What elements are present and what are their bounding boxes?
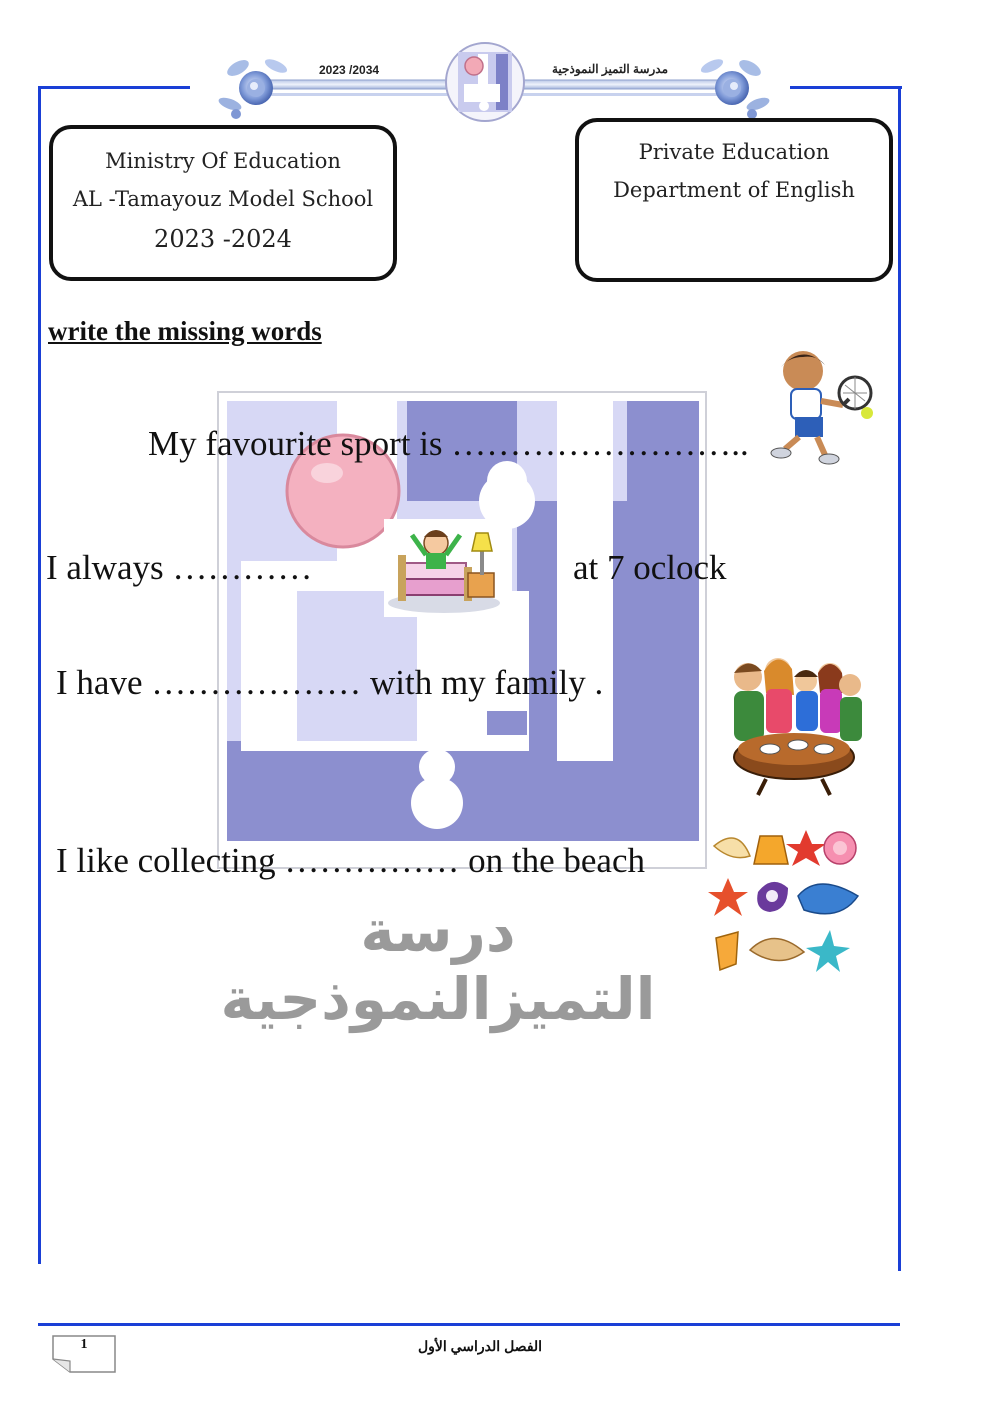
frame-top-right xyxy=(790,86,902,89)
watermark-school-name: درسة التميزالنموذجية xyxy=(220,897,656,1033)
school-name-label: AL -Tamayouz Model School xyxy=(72,187,374,211)
seashells-icon xyxy=(708,826,864,980)
frame-right xyxy=(898,86,901,1271)
private-education-label: Private Education xyxy=(638,140,830,164)
sentence-sport: My favourite sport is …………………….. xyxy=(148,424,749,463)
left-info-box xyxy=(49,125,397,281)
tamayouz-logo-icon xyxy=(444,40,526,124)
frame-left xyxy=(38,86,41,1264)
page-number-box xyxy=(52,1335,116,1373)
blue-rose-ornament-icon xyxy=(692,54,772,120)
blue-rose-ornament-icon xyxy=(216,54,296,120)
header-school-name: مدرسة التميز النموذجية xyxy=(552,62,669,76)
tennis-player-icon xyxy=(755,345,881,469)
right-info-box xyxy=(575,118,893,282)
footer-term-label: الفصل الدراسي الأول xyxy=(417,1338,543,1354)
school-year-label: 2023 -2024 xyxy=(154,225,292,253)
sentence-wake-up-start: I always ………… xyxy=(46,548,313,587)
page-number: 1 xyxy=(80,1337,88,1352)
boy-waking-up-icon xyxy=(384,519,512,617)
task-title: write the missing words xyxy=(48,316,322,346)
footer-line xyxy=(38,1323,900,1326)
sentence-wake-up-end: at 7 oclock xyxy=(573,548,727,587)
header-year: 2023 /2034 xyxy=(319,63,380,77)
department-label: Department of English xyxy=(613,178,855,202)
frame-top-left xyxy=(38,86,190,89)
family-dinner-icon xyxy=(726,645,864,797)
ministry-label: Ministry Of Education xyxy=(105,149,341,173)
sentence-family: I have ……………… with my family . xyxy=(56,663,604,702)
sentence-beach: I like collecting …………… on the beach xyxy=(56,841,646,880)
